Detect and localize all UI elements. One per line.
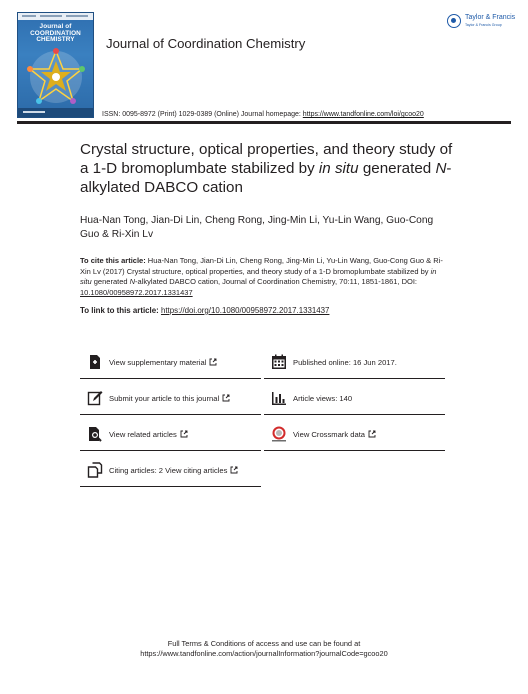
- external-link-icon: [209, 358, 217, 366]
- external-link-icon: [230, 466, 238, 474]
- journal-homepage-link[interactable]: https://www.tandfonline.com/loi/gcoo20: [302, 111, 424, 118]
- supplementary-label: View supplementary material: [109, 358, 217, 367]
- cover-bottom-strip: [18, 108, 93, 117]
- external-link-icon: [368, 430, 376, 438]
- supplementary-file-icon: [87, 354, 103, 370]
- related-articles-link[interactable]: [80, 414, 261, 451]
- footer-terms: [0, 639, 528, 659]
- published-date: [264, 342, 445, 379]
- related-label: View related articles: [109, 430, 188, 439]
- article-link-label: To link to this article:: [80, 306, 161, 315]
- footer-terms-link[interactable]: https://www.tandfonline.com/action/journalInformation?journalCode=gcoo20: [140, 648, 388, 658]
- journal-cover-image: [17, 12, 94, 118]
- citing-articles-link[interactable]: [80, 450, 261, 487]
- journal-title[interactable]: Journal of Coordination Chemistry: [106, 36, 306, 51]
- search-document-icon: [87, 426, 103, 442]
- submit-label: Submit your article to this journal: [109, 394, 230, 403]
- cover-star-graphic: [26, 47, 86, 107]
- issn-line: [102, 111, 424, 118]
- crossmark-label: View Crossmark data: [293, 430, 376, 439]
- bar-chart-icon: [271, 390, 287, 406]
- publisher-logo[interactable]: [447, 13, 519, 33]
- citation-label: To cite this article:: [80, 256, 146, 265]
- article-doi-url[interactable]: https://doi.org/10.1080/00958972.2017.1331437: [160, 306, 330, 315]
- external-link-icon: [222, 394, 230, 402]
- header-divider: [17, 121, 511, 124]
- publisher-tagline: Taylor & Francis Group: [465, 23, 502, 27]
- edit-document-icon: [87, 390, 103, 406]
- publisher-name: Taylor & Francis: [465, 14, 516, 21]
- article-authors: Hua-Nan Tong, Jian-Di Lin, Cheng Rong, Jing-Min Li, Yu-Lin Wang, Guo-Cong Guo & Ri-Xin Lv: [80, 215, 434, 240]
- article-views: [264, 378, 445, 415]
- publisher-logo-icon: [447, 14, 461, 28]
- external-link-icon: [180, 430, 188, 438]
- crossmark-link[interactable]: [264, 414, 445, 451]
- issn-text: ISSN: 0095-8972 (Print) 1029-0389 (Online) Journal homepage:: [102, 111, 303, 118]
- supplementary-material-link[interactable]: [80, 342, 261, 379]
- article-title: Crystal structure, optical properties, and theory study of a 1-D bromoplumbate stabilized by in situ generated N-alkylated DABCO cation: [80, 141, 453, 196]
- calendar-icon: [271, 354, 287, 370]
- citation-block: To cite this article: Hua-Nan Tong, Jian-Di Lin, Cheng Rong, Jing-Min Li, Yu-Lin Wang, Guo-Cong Guo & Ri-Xin Lv (2017) Crystal structure, optical properties, and theory study of a 1-D bromoplumbate stabilized by in situ generated N-alkylated DABCO cation, Journal of Coordination Chemistry, 70:11, 1851-1861, DOI: 10.1080/00958972.2017.1331437: [80, 256, 443, 297]
- cover-title: Journal of COORDINATION CHEMISTRY: [30, 23, 81, 44]
- citation-doi-link[interactable]: 10.1080/00958972.2017.1331437: [80, 287, 193, 297]
- article-link-line: [80, 306, 450, 315]
- published-label: Published online: 16 Jun 2017.: [293, 358, 397, 367]
- cover-top-strip: [18, 13, 93, 20]
- views-label: Article views: 140: [293, 394, 353, 403]
- citing-label: Citing articles: 2 View citing articles: [109, 466, 238, 475]
- submit-article-link[interactable]: [80, 378, 261, 415]
- footer-line-1: Full Terms & Conditions of access and use can be found at: [167, 639, 361, 648]
- copy-pages-icon: [87, 462, 103, 478]
- crossmark-icon: [271, 426, 287, 442]
